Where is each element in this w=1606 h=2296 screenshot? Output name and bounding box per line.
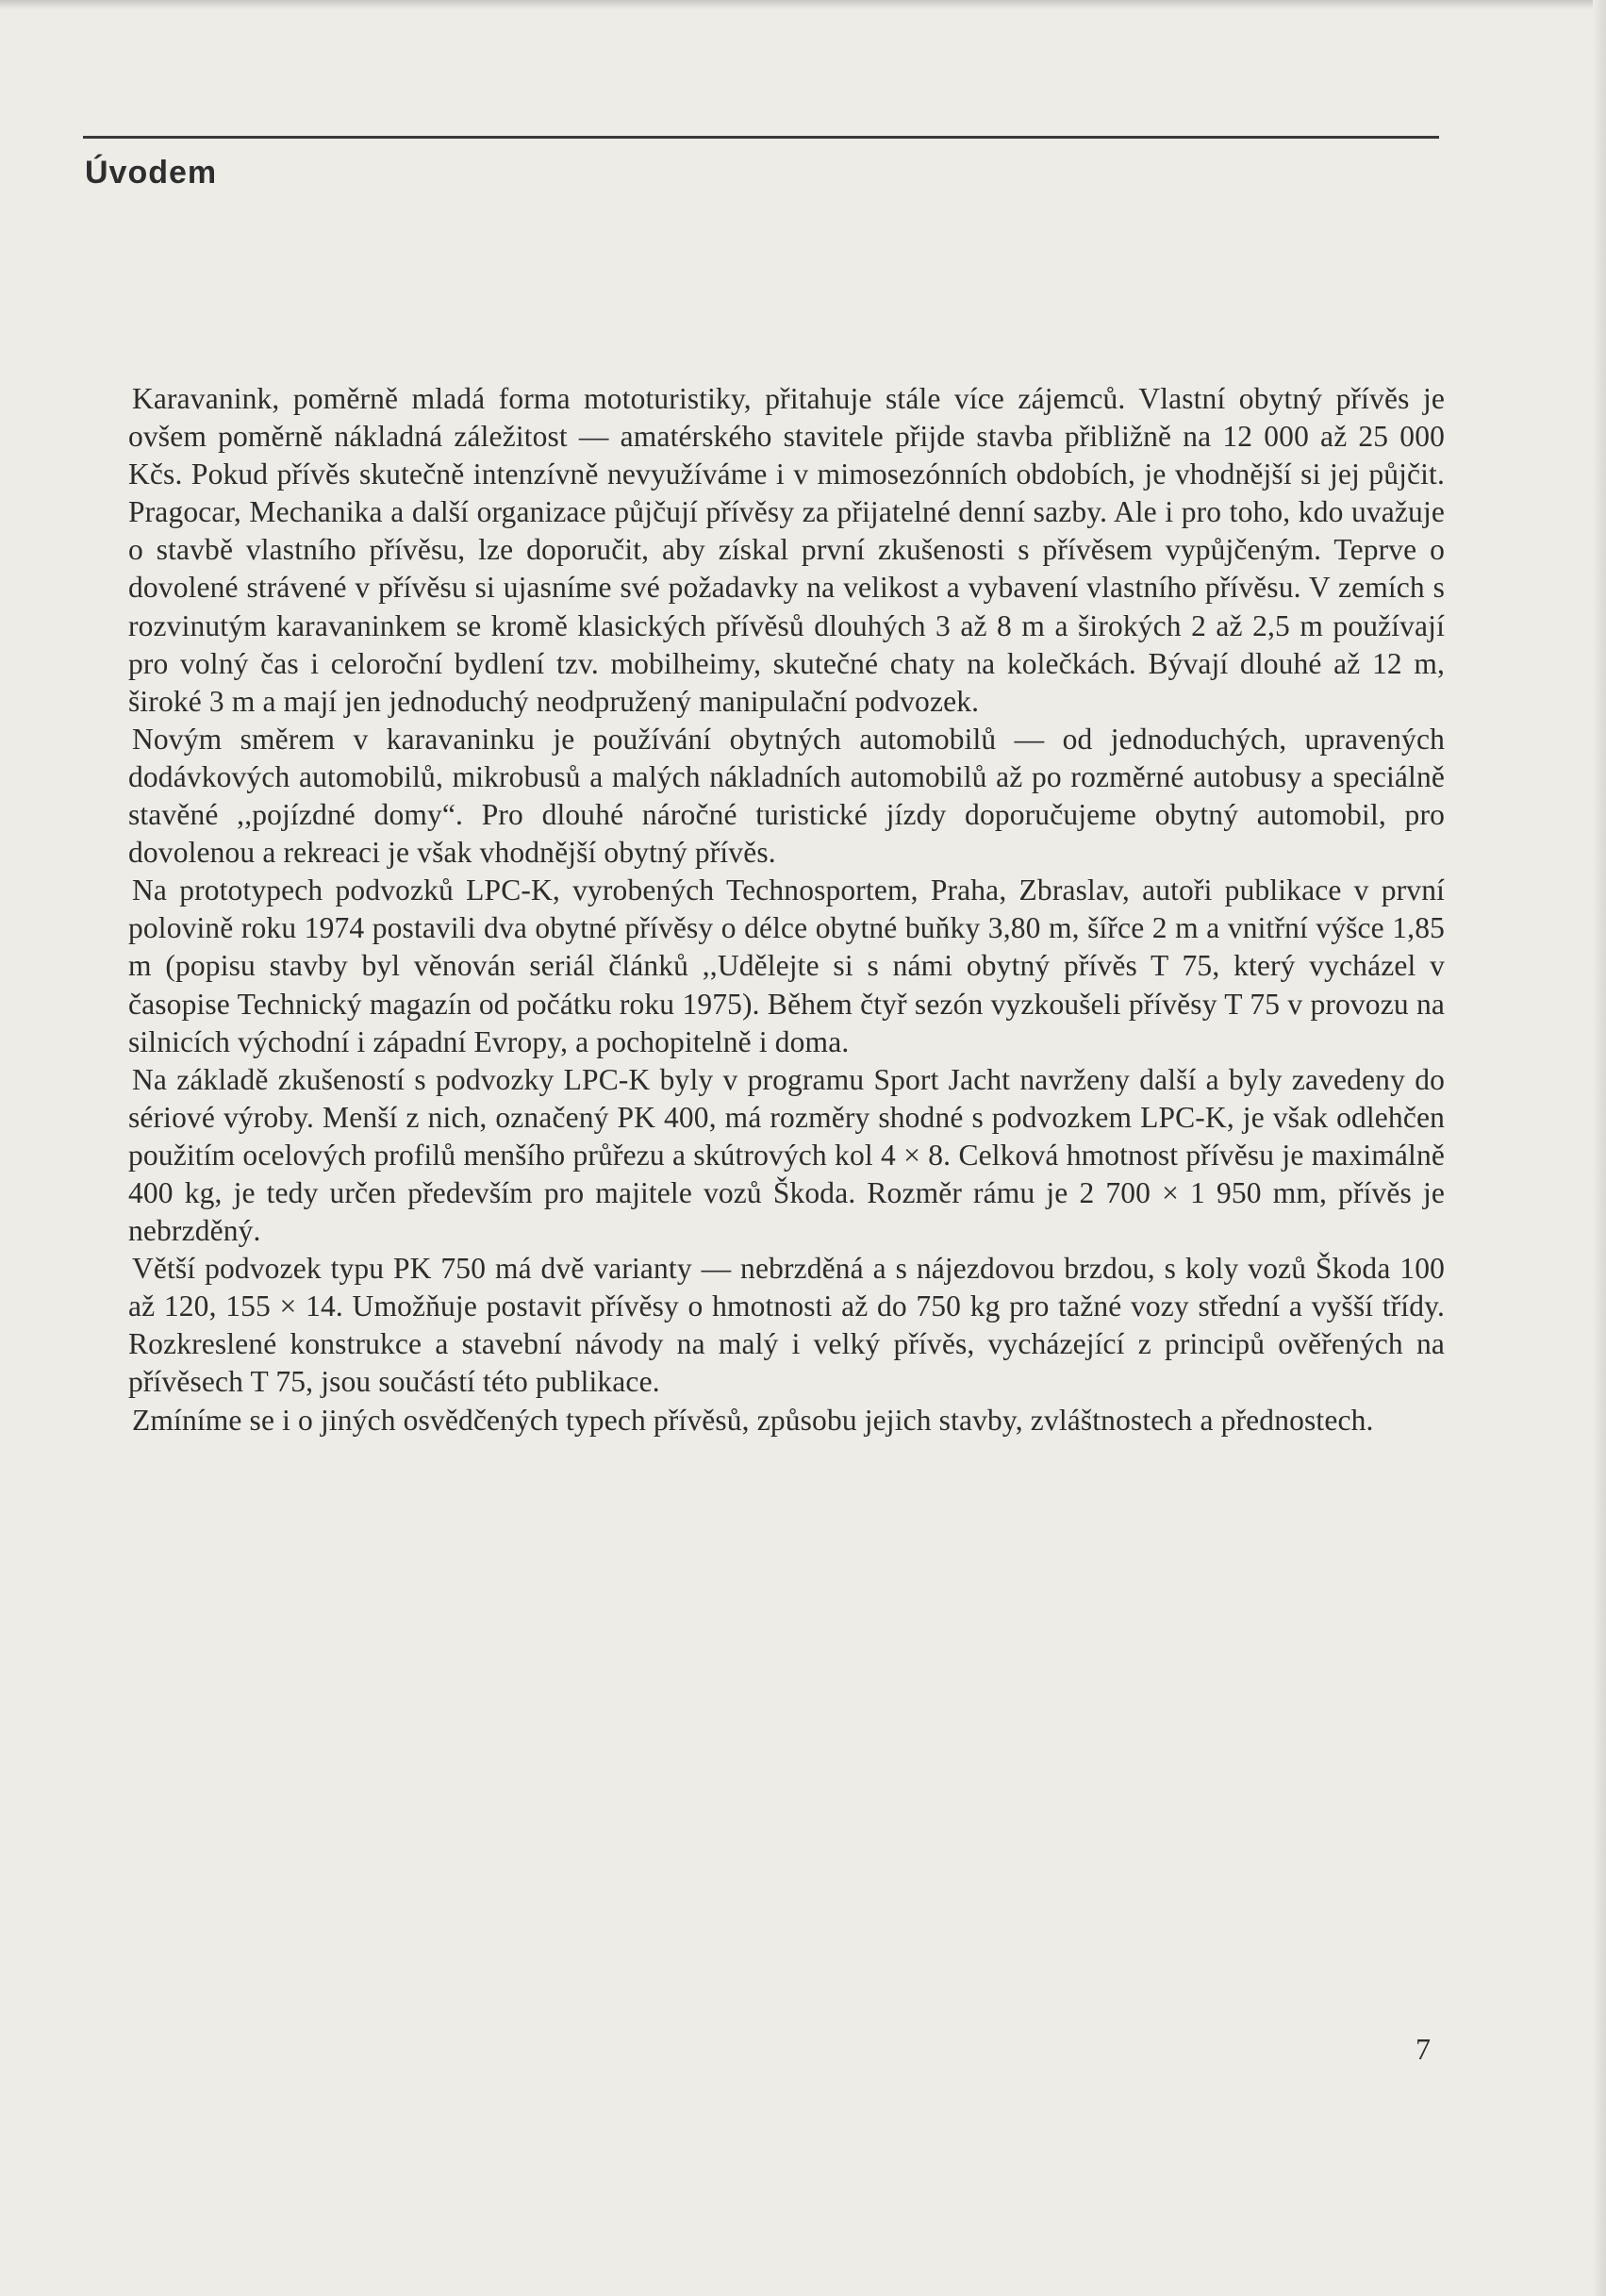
paragraph: Na prototypech podvozků LPC-K, vyrobených Technosportem, Praha, Zbraslav, autoři publikace v první polovině roku 1974 postavili dva obytné přívěsy o délce obytné buňky 3,80 m, šířce 2 m a vnitřní výšce 1,85 m (popisu stavby byl věnován seriál článků ,,Udělejte si s námi obytný přívěs T 75, který vycházel v časopise Technický magazín od počátku roku 1975). Během čtyř sezón vyzkoušeli přívěsy T 75 v provozu na silnicích východní i západní Evropy, a pochopitelně i doma. (128, 873, 1445, 1058)
paragraph: Karavanink, poměrně mladá forma mototuristiky, přitahuje stále více zájemců. Vlastní obytný přívěs je ovšem poměrně nákladná záležitost — amatérského stavitele přijde stavba přibližně na 12 000 až 25 000 Kčs. Pokud přívěs skutečně intenzívně nevyužíváme i v mimosezónních obdobích, je vhodnější si jej půjčit. Pragocar, Mechanika a další organizace půjčují přívěsy za přijatelné denní sazby. Ale i pro toho, kdo uvažuje o stavbě vlastního přívěsu, lze doporučit, aby získal první zkušenosti s přívěsem vypůjčeným. Teprve o dovolené strávené v přívěsu si ujasníme své požadavky na velikost a vybavení vlastního přívěsu. V zemích s rozvinutým karavaninkem se kromě klasických přívěsů dlouhých 3 až 8 m a širokých 2 až 2,5 m používají pro volný čas i celoroční bydlení tzv. mobilheimy, skutečné chaty na kolečkách. Bývají dlouhé až 12 m, široké 3 m a mají jen jednoduchý neodpružený manipulační podvozek. (128, 382, 1445, 718)
page-right-edge (1593, 0, 1606, 2296)
paragraph: Na základě zkušeností s podvozky LPC-K byly v programu Sport Jacht navrženy další a byly zavedeny do sériové výroby. Menší z nich, označený PK 400, má rozměry shodné s podvozkem LPC-K, je však odlehčen použitím ocelových profilů menšího průřezu a skútrových kol 4 × 8. Celková hmotnost přívěsu je maximálně 400 kg, je tedy určen především pro majitele vozů Škoda. Rozměr rámu je 2 700 × 1 950 mm, přívěs je nebrzděný. (128, 1062, 1445, 1248)
paragraph: Zmíníme se i o jiných osvědčených typech přívěsů, způsobu jejich stavby, zvláštnostech a přednostech. (132, 1403, 1374, 1437)
paragraph: Novým směrem v karavaninku je používání obytných automobilů — od jednoduchých, upravených dodávkových automobilů, mikrobusů a malých nákladních automobilů až po rozměrné autobusy a speciálně stavěné ,,pojízdné domy“. Pro dlouhé náročné turistické jízdy doporučujeme obytný automobil, pro dovolenou a rekreaci je však vhodnější obytný přívěs. (128, 722, 1445, 870)
paragraph: Větší podvozek typu PK 750 má dvě varianty — nebrzděná a s nájezdovou brzdou, s koly vozů Škoda 100 až 120, 155 × 14. Umožňuje postavit přívěsy o hmotnosti až do 750 kg pro tažné vozy střední a vyšší třídy. Rozkreslené konstrukce a stavební návody na malý i velký přívěs, vycházející z principů ověřených na přívěsech T 75, jsou součástí této publikace. (128, 1252, 1445, 1399)
body-text (128, 380, 1445, 1439)
page-number: 7 (1416, 2032, 1431, 2066)
heading-rule (83, 136, 1439, 139)
page-top-edge (0, 0, 1606, 9)
chapter-heading: Úvodem (85, 155, 218, 191)
